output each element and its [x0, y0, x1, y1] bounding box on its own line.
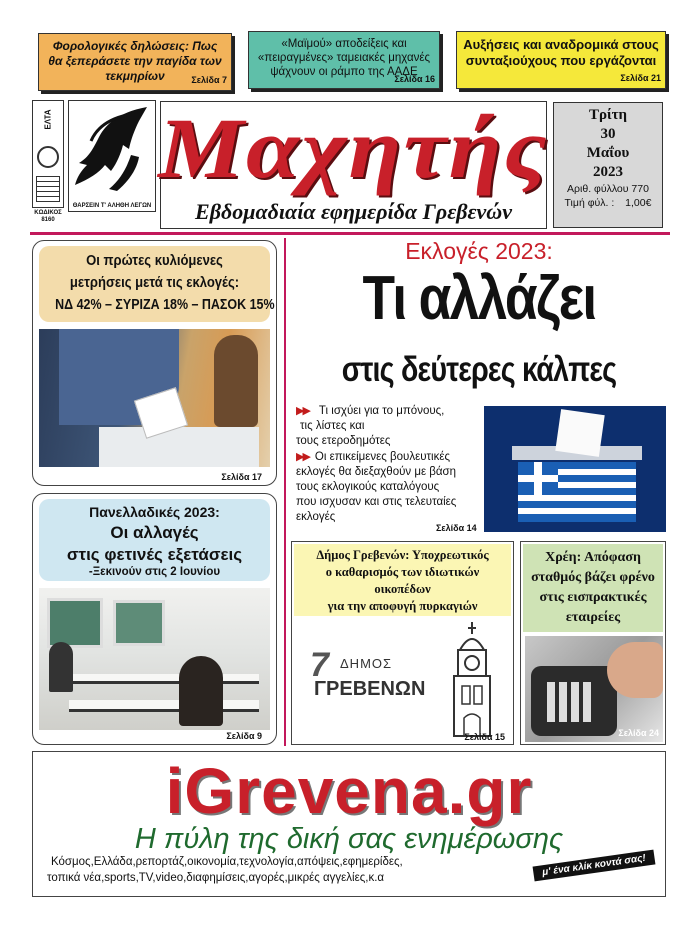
- ad-topics-2: τοπικά νέα,sports,TV,video,διαφημίσεις,αγορές,μικρές αγγελίες,κ.α: [47, 872, 385, 884]
- student-figure: [49, 642, 73, 692]
- ballot-box: [99, 427, 259, 467]
- ad-topics-1: Κόσμος,Ελλάδα,ρεπορτάζ,οικονομία,τεχνολογία,απόψεις,εφημερίδες,: [51, 856, 403, 868]
- paper-title: Μαχητής: [158, 100, 549, 196]
- bullet-2: [296, 450, 486, 465]
- page-ref: Σελίδα 7: [191, 75, 227, 85]
- code-value: 8160: [41, 217, 55, 223]
- issue-day: Τρίτη: [588, 107, 628, 123]
- student-figure: [179, 656, 223, 726]
- muni-line-4: για την αποφυγή πυρκαγιών: [327, 599, 478, 613]
- fast-forward-icon: ▶▶: [296, 405, 309, 417]
- main-headline: Τι αλλάζει: [362, 264, 596, 333]
- bullet-1-line-2: τις λίστες και: [300, 420, 365, 432]
- muni-line-1: Δήμος Γρεβενών: Υποχρεωτικός: [316, 548, 489, 562]
- fast-forward-icon: ▶▶: [296, 451, 309, 463]
- exams-line-1: Πανελλαδικές 2023:: [89, 504, 220, 520]
- postage-code: [30, 210, 66, 224]
- poll-line-1: Οι πρώτες κυλιόμενες: [86, 253, 223, 269]
- classroom-window: [113, 600, 165, 646]
- bullet-2-line-1: Οι επικείμενες βουλευτικές: [314, 451, 451, 463]
- teaser-pensioners[interactable]: [456, 31, 666, 89]
- debts-card[interactable]: [520, 541, 666, 745]
- woman-figure: [214, 335, 258, 427]
- muni-line-2: ο καθαρισμός των ιδιωτικών: [325, 565, 480, 579]
- bullet-2-line-4: που ισχυσαν και στις τελευταίες: [296, 496, 457, 508]
- postage-grid: [36, 176, 60, 202]
- masthead-divider: [30, 232, 670, 235]
- teaser-title: Αυξήσεις και αναδρομικά στους συνταξιούχους που εργάζονται: [463, 37, 659, 68]
- bullet-2-line-2: εκλογές θα διεξαχθούν με βάση: [296, 466, 457, 478]
- phone-keypad: [547, 682, 593, 722]
- classroom-window: [47, 598, 103, 648]
- desk-row: [49, 674, 259, 684]
- issue-month: Μαΐου: [586, 145, 630, 161]
- exams-line-3: στις φετινές εξετάσεις: [66, 545, 243, 564]
- bullet-points: [296, 404, 486, 525]
- logo-mark-icon: 7: [310, 646, 329, 684]
- issue-box: [553, 102, 663, 228]
- issue-year: 2023: [593, 164, 623, 180]
- poll-line-2: μετρήσεις μετά τις εκλογές:: [69, 275, 240, 291]
- poll-photo: [39, 329, 270, 467]
- masthead-title: [160, 101, 547, 229]
- ballot-card: [555, 409, 604, 457]
- bullet-2-line-3: τους εκλογικούς καταλόγους: [296, 481, 440, 493]
- teaser-title: «Μαϊμού» αποδείξεις και «πειραγμένες» ταμειακές μηχανές ψάχνουν οι ράμπο της ΑΑΔΕ: [257, 38, 431, 78]
- page-ref: Σελίδα 17: [221, 472, 262, 482]
- price-value: 1,00€: [625, 197, 652, 209]
- main-subheadline: στις δεύτερες κάλπες: [341, 350, 617, 389]
- bullet-1-line-3: τους ετεροδημότες: [296, 435, 391, 447]
- page-ref: Σελίδα 9: [226, 731, 262, 741]
- price-label: Τιμή φύλ. :: [564, 197, 615, 209]
- poll-card[interactable]: [32, 240, 277, 486]
- municipality-headline-box: [294, 544, 511, 616]
- debts-line-2: σταθμός βάζει φρένο: [531, 570, 655, 585]
- greek-ballot-photo: [484, 406, 666, 532]
- logo-bottom-text: ΓΡΕΒΕΝΩΝ: [314, 678, 426, 700]
- issue-date: 30: [600, 126, 616, 142]
- elta-label: ΕΛΤΑ: [43, 109, 53, 130]
- exams-headline-box: [39, 499, 270, 581]
- desk-row: [69, 700, 259, 712]
- page-ref: Σελίδα 14: [436, 523, 477, 533]
- telephone-photo: [525, 636, 663, 742]
- hand-figure: [607, 642, 663, 698]
- teaser-title: Φορολογικές δηλώσεις: Πως θα ξεπεράσετε την παγίδα των τεκμηρίων: [48, 39, 222, 83]
- motto: ΘΑΡΣΕΙΝ Τ' ΑΛΗΘΗ ΛΕΓΩΝ: [72, 203, 152, 209]
- poll-line-3: ΝΔ 42% – ΣΥΡΙΖΑ 18% – ΠΑΣΟΚ 15%: [55, 297, 275, 313]
- column-divider: [284, 238, 286, 746]
- exams-line-2: Οι αλλαγές: [110, 523, 199, 542]
- ad-click-badge: μ' ένα κλίκ κοντά σας!: [533, 850, 656, 882]
- greek-flag-icon: [518, 462, 636, 522]
- paper-subtitle: Εβδομαδιαία εφημερίδα Γρεβενών: [195, 199, 512, 224]
- grevena-municipality-logo: [302, 642, 442, 702]
- bullet-1-line-1: Τι ισχύει για το μπόνους,: [318, 405, 445, 417]
- issue-number: Αριθ. φύλλου 770: [567, 183, 649, 195]
- muni-line-3: οικοπέδων: [374, 582, 431, 596]
- exams-photo: [39, 588, 270, 730]
- postage-stamp-icon: [37, 146, 59, 168]
- teaser-tax-returns[interactable]: [38, 33, 232, 91]
- logo-top-text: ΔΗΜΟΣ: [340, 656, 393, 671]
- page-ref: Σελίδα 24: [618, 728, 659, 738]
- bullet-1: [296, 404, 486, 419]
- page-ref: Σελίδα 21: [620, 73, 661, 83]
- main-kicker: Εκλογές 2023:: [405, 238, 553, 264]
- ad-site-name: iGrevena.gr: [165, 755, 533, 827]
- bullet-2-line-5: εκλογές: [296, 511, 336, 523]
- municipality-card[interactable]: [291, 541, 514, 745]
- ad-tagline: Η πύλη της δική σας ενημέρωσης: [134, 823, 564, 855]
- igrevena-ad-banner[interactable]: [32, 751, 666, 897]
- code-label: ΚΩΔΙΚΟΣ: [34, 210, 62, 216]
- issue-price-row: [554, 196, 662, 210]
- page-ref: Σελίδα 15: [464, 732, 505, 742]
- main-story[interactable]: [290, 236, 668, 538]
- page-ref: Σελίδα 16: [394, 74, 435, 84]
- teaser-tax-registers[interactable]: [248, 31, 440, 89]
- exams-card[interactable]: [32, 493, 277, 745]
- debts-headline-box: [523, 544, 663, 632]
- debts-line-4: εταιρείες: [565, 610, 621, 625]
- elta-postage-box: [32, 100, 64, 208]
- exams-line-4: -Ξεκινούν στις 2 Ιουνίου: [88, 566, 221, 578]
- debts-line-3: στις εισπρακτικές: [539, 590, 647, 605]
- clock-tower-icon: [446, 620, 498, 738]
- debts-line-1: Χρέη: Απόφαση: [545, 550, 641, 565]
- poll-headline-box: [39, 246, 275, 322]
